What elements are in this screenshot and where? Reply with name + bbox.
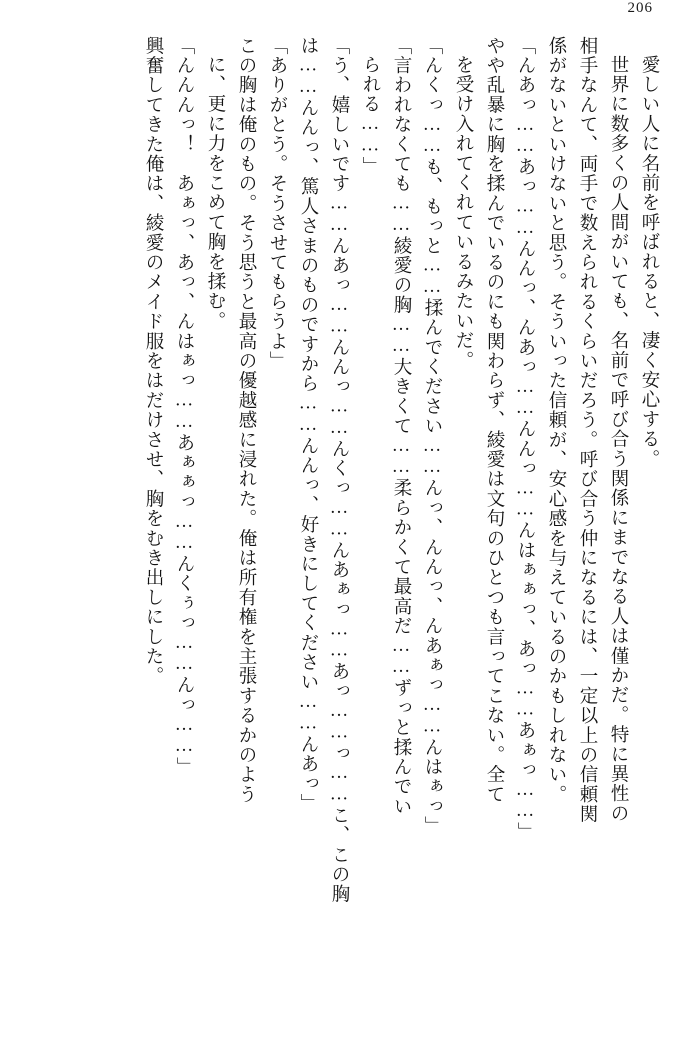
- text-column: 「言われなくても……綾愛の胸……大きくて……柔らかくて最高だ……ずっと揉んでい: [391, 36, 411, 817]
- text-column: 世界に数多くの人間がいても、名前で呼び合う関係にまでなる人は僅かだ。特に異性の: [608, 55, 628, 824]
- text-column: 興奮してきた俺は、綾愛のメイド服をはだけさせ、胸をむき出しにした。: [143, 36, 163, 687]
- text-column: 「んんんっ！ あぁっ、あっ、んはぁっ……あぁぁっ……んくぅっ……んっ……」: [174, 36, 194, 777]
- text-column: を受け入れてくれているみたいだ。: [453, 55, 473, 371]
- text-column: られる……」: [360, 55, 380, 177]
- text-column: は……んんっ、篤人さまのものですから……んんっ、好きにしてください……んあっ」: [298, 36, 318, 814]
- text-column: 「んくっ……も、もっと……揉んでください……んっ、んんっ、んあぁっ……んはぁっ」: [422, 36, 442, 836]
- text-column: この胸は俺のもの。そう思うと最高の優越感に浸れた。俺は所有権を主張するかのよう: [236, 36, 256, 805]
- text-column: 係がないといけないと思う。そういった信頼が、安心感を与えているのかもしれない。: [546, 36, 566, 805]
- text-column: やや乱暴に胸を揉んでいるのにも関わらず、綾愛は文句のひとつも言ってこない。全て: [484, 36, 504, 805]
- text-column: 愛しい人に名前を呼ばれると、凄く安心する。: [639, 55, 659, 469]
- text-column: 「んあっ……あっ……んんっ、んあっ……んんっ……んはぁぁっ、あっ……あぁっ……」: [515, 36, 535, 842]
- vertical-text-body: [22, 36, 658, 1036]
- page-number: 206: [627, 0, 653, 16]
- text-column: 相手なんて、両手で数えられるくらいだろう。呼び合う仲になるには、一定以上の信頼関: [577, 36, 597, 824]
- text-column: に、更に力をこめて胸を揉む。: [205, 55, 225, 331]
- text-column: 「ありがとう。そうさせてもらうよ」: [267, 36, 287, 371]
- text-column: 「う、嬉しいです……んあっ……んんっ……んくっ……んあぁっ……あっ……っ……こ、この胸: [329, 36, 349, 905]
